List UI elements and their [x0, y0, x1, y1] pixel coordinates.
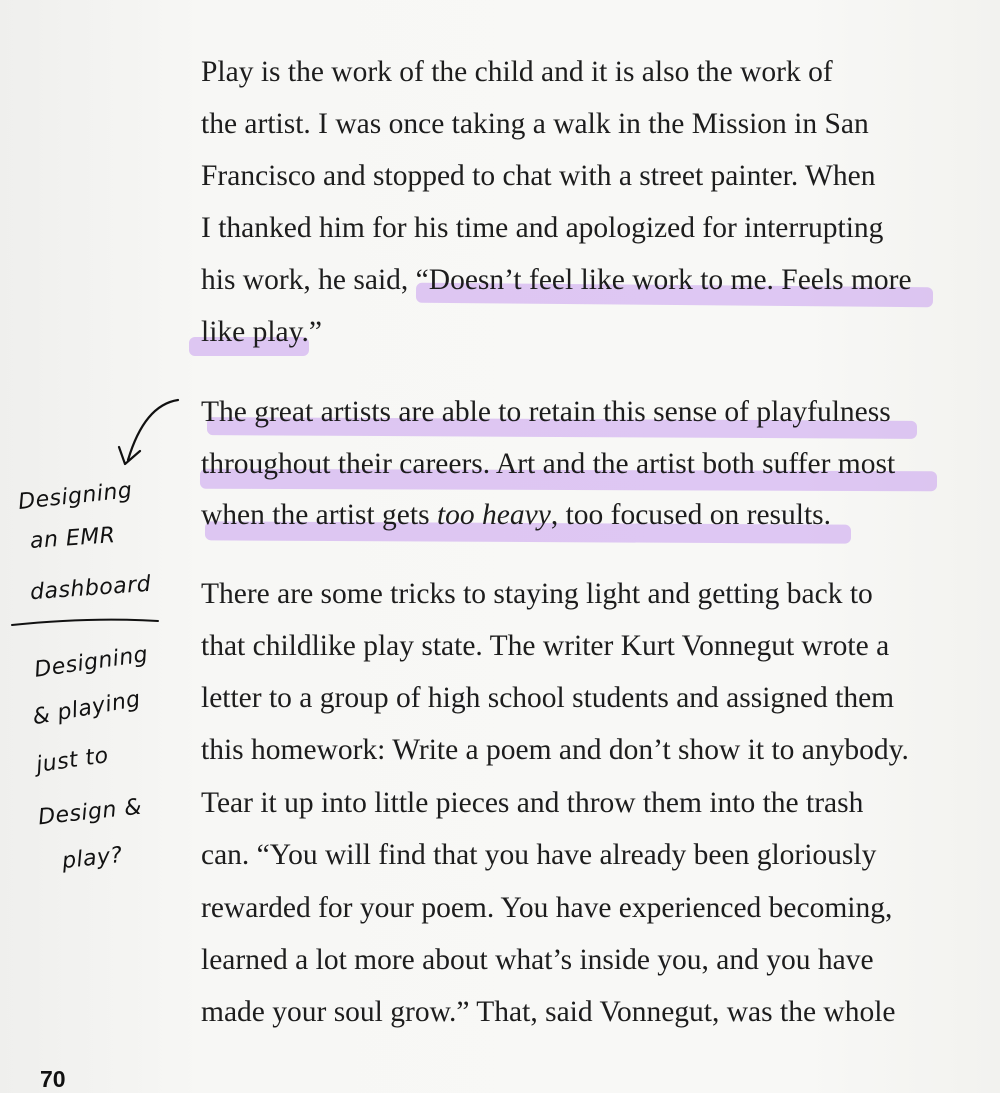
text-line: made your soul grow.” That, said Vonnegut, was the whole	[201, 996, 896, 1028]
text-line: his work, he said, “Doesn’t feel like work to me. Feels more	[201, 264, 912, 296]
text-line: Tear it up into little pieces and throw them into the trash	[201, 787, 864, 819]
note-line: an EMR	[29, 523, 117, 554]
note-line: Designing	[32, 642, 150, 683]
note-line: & playing	[30, 686, 143, 731]
text-line: Francisco and stopped to chat with a street painter. When	[201, 160, 876, 192]
text-line: that childlike play state. The writer Kurt Vonnegut wrote a	[201, 630, 890, 662]
note-line: play?	[60, 842, 124, 875]
text-line: I thanked him for his time and apologized for interrupting	[201, 212, 884, 244]
text-line: this homework: Write a poem and don’t show it to anybody.	[201, 734, 909, 766]
text-run: when the artist gets	[201, 499, 437, 531]
note-line: dashboard	[29, 571, 153, 606]
text-line: The great artists are able to retain this sense of playfulness	[201, 396, 891, 428]
italic-emphasis: too heavy	[436, 499, 551, 531]
text-line: the artist. I was once taking a walk in the Mission in San	[201, 108, 869, 140]
note-line: Design &	[36, 794, 144, 831]
note-line: Designing	[17, 478, 134, 515]
text-line: There are some tricks to staying light and getting back to	[201, 578, 873, 610]
text-line: can. “You will find that you have already been gloriously	[201, 839, 877, 871]
text-line: letter to a group of high school students and assigned them	[201, 682, 895, 714]
text-run: , too focused on results.	[550, 499, 832, 531]
page-number: 70	[40, 1066, 66, 1092]
text-line: Play is the work of the child and it is also the work of	[201, 56, 833, 88]
text-line: rewarded for your poem. You have experienced becoming,	[201, 892, 893, 924]
text-line: learned a lot more about what’s inside you, and you have	[201, 944, 874, 976]
text-line: like play.”	[201, 316, 322, 348]
note-line: just to	[34, 743, 111, 778]
text-line: throughout their careers. Art and the artist both suffer most	[201, 448, 896, 480]
